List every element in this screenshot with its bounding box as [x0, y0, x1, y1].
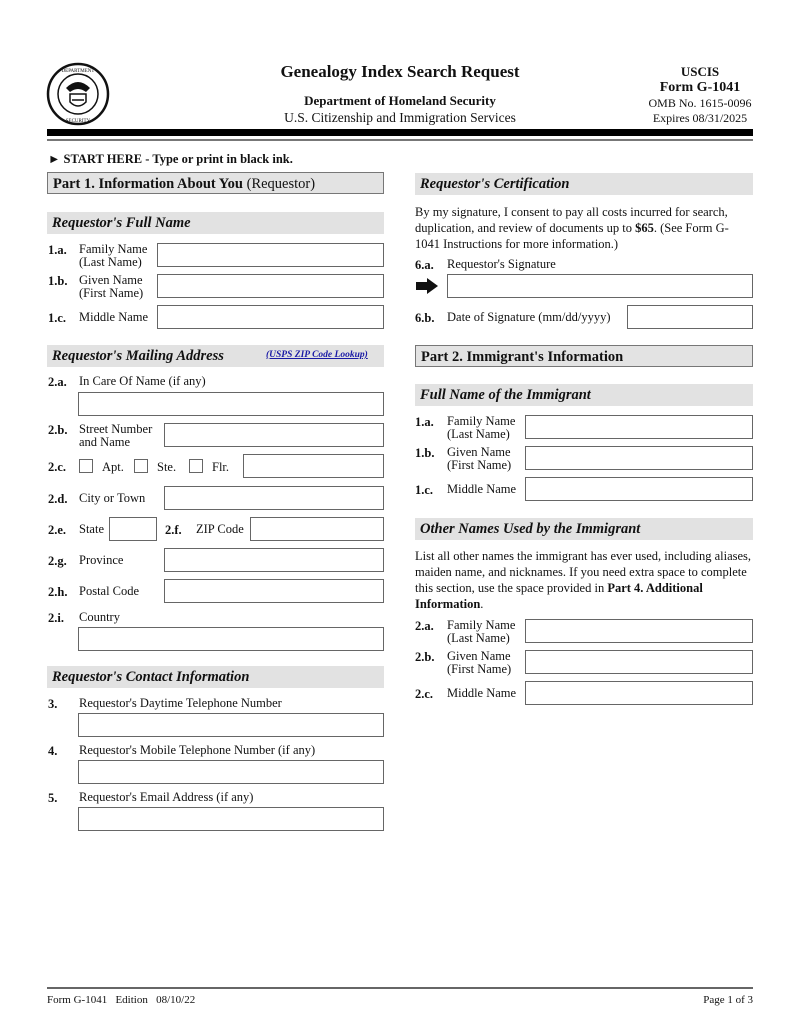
field-label: Requestor's Signature — [447, 257, 556, 271]
signature-date-input[interactable] — [627, 305, 753, 329]
item-number: 1.c. — [415, 483, 434, 497]
unit-number-input[interactable] — [243, 454, 384, 478]
item-number: 6.b. — [415, 311, 435, 325]
field-label: Middle Name — [447, 686, 517, 700]
form-number: Form G-1041 — [659, 80, 741, 95]
field-label: Family Name (Last Name) — [79, 242, 148, 269]
daytime-phone-input[interactable] — [78, 713, 384, 737]
immigrant-middle-name-input[interactable] — [525, 477, 753, 501]
flr-label: Flr. — [212, 460, 230, 474]
street-number-name-input[interactable] — [164, 423, 384, 447]
footer-rule — [47, 987, 753, 989]
zip-code-input[interactable] — [250, 517, 384, 541]
section-requestor-full-name: Requestor's Full Name — [47, 212, 384, 234]
item-number: 2.i. — [48, 611, 64, 625]
field-label: Requestor's Mobile Telephone Number (if any) — [79, 743, 316, 757]
immigrant-family-name-input[interactable] — [525, 415, 753, 439]
section-requestor-mailing-address: Requestor's Mailing Address — [47, 345, 384, 367]
province-input[interactable] — [164, 548, 384, 572]
other-middle-name-input[interactable] — [525, 681, 753, 705]
field-label: Street Number and Name — [79, 422, 153, 449]
svg-text:DEPARTMENT: DEPARTMENT — [61, 69, 95, 74]
field-label: City or Town — [79, 491, 146, 505]
email-input[interactable] — [78, 807, 384, 831]
city-input[interactable] — [164, 486, 384, 510]
usps-zip-lookup-link[interactable]: (USPS ZIP Code Lookup) — [266, 350, 368, 360]
omb-number: OMB No. 1615-0096 — [648, 96, 752, 110]
field-label: State — [79, 522, 104, 536]
requestor-signature-input[interactable] — [447, 274, 753, 298]
field-label: Requestor's Email Address (if any) — [79, 790, 254, 804]
start-here-instruction: ► START HERE - Type or print in black ink. — [48, 152, 293, 166]
item-number: 2.f. — [165, 523, 182, 537]
field-label: Postal Code — [79, 584, 140, 598]
department-name: Department of Homeland Security — [304, 93, 496, 108]
field-label: Middle Name — [447, 482, 517, 496]
item-number: 2.g. — [48, 554, 67, 568]
expiration-date: Expires 08/31/2025 — [652, 111, 748, 125]
footer-edition: Form G-1041 Edition 08/10/22 — [47, 994, 196, 1006]
agency-name: U.S. Citizenship and Immigration Services — [284, 110, 516, 125]
field-label: Family Name (Last Name) — [447, 618, 516, 645]
field-label: Province — [79, 553, 124, 567]
country-input[interactable] — [78, 627, 384, 651]
certification-text: By my signature, I consent to pay all costs incurred for search, duplication, and review of documents up to $65. (See Form G-1041 Instructions for more information.) — [415, 205, 729, 251]
apt-checkbox[interactable] — [79, 459, 93, 473]
form-title: Genealogy Index Search Request — [280, 62, 520, 81]
item-number: 2.d. — [48, 492, 68, 506]
requestor-middle-name-input[interactable] — [157, 305, 384, 329]
item-number: 4. — [48, 744, 58, 758]
item-number: 1.a. — [415, 415, 434, 429]
ste-checkbox[interactable] — [134, 459, 148, 473]
section-requestor-contact-information: Requestor's Contact Information — [47, 666, 384, 688]
item-number: 2.b. — [48, 423, 68, 437]
field-label: Given Name (First Name) — [447, 445, 512, 472]
agency-short: USCIS — [680, 64, 720, 79]
immigrant-given-name-input[interactable] — [525, 446, 753, 470]
field-label: Date of Signature (mm/dd/yyyy) — [447, 310, 611, 324]
field-label: Family Name (Last Name) — [447, 414, 516, 441]
section-other-names-immigrant: Other Names Used by the Immigrant — [415, 518, 753, 540]
dhs-seal-icon — [46, 62, 110, 126]
field-label: Middle Name — [79, 310, 149, 324]
apt-label: Apt. — [102, 460, 124, 474]
item-number: 3. — [48, 697, 58, 711]
other-names-instructions: List all other names the immigrant has ever used, including aliases, maiden name, and nicknames. If you need extra space to complete this section, use the space provided in Part 4. Additional Information. — [415, 549, 752, 611]
requestor-given-name-input[interactable] — [157, 274, 384, 298]
part1-heading — [47, 172, 384, 194]
ste-label: Ste. — [157, 460, 177, 474]
item-number: 1.b. — [48, 274, 68, 288]
field-label: Given Name (First Name) — [79, 273, 144, 300]
mobile-phone-input[interactable] — [78, 760, 384, 784]
section-requestor-certification: Requestor's Certification — [415, 173, 753, 195]
item-number: 2.a. — [415, 619, 434, 633]
requestor-family-name-input[interactable] — [157, 243, 384, 267]
part1-title: Part 1. Information About You — [53, 176, 243, 192]
item-number: 6.a. — [415, 258, 434, 272]
item-number: 1.b. — [415, 446, 435, 460]
header-rule-thick — [47, 129, 753, 136]
item-number: 1.c. — [48, 311, 67, 325]
field-label: Given Name (First Name) — [447, 649, 512, 676]
field-label: Country — [79, 610, 120, 624]
part1-subtitle: (Requestor) — [243, 176, 316, 192]
header-rule-thin — [47, 139, 753, 141]
state-input[interactable] — [109, 517, 157, 541]
item-number: 2.b. — [415, 650, 435, 664]
item-number: 5. — [48, 791, 58, 805]
field-label: ZIP Code — [196, 522, 244, 536]
postal-code-input[interactable] — [164, 579, 384, 603]
other-given-name-input[interactable] — [525, 650, 753, 674]
field-label: In Care Of Name (if any) — [79, 374, 206, 388]
item-number: 2.c. — [415, 687, 434, 701]
item-number: 2.a. — [48, 375, 67, 389]
item-number: 1.a. — [48, 243, 67, 257]
in-care-of-name-input[interactable] — [78, 392, 384, 416]
svg-text:SECURITY: SECURITY — [65, 119, 91, 124]
other-family-name-input[interactable] — [525, 619, 753, 643]
flr-checkbox[interactable] — [189, 459, 203, 473]
part2-heading: Part 2. Immigrant's Information — [415, 345, 753, 367]
form-id-block — [600, 64, 800, 126]
section-full-name-immigrant: Full Name of the Immigrant — [415, 384, 753, 406]
item-number: 2.c. — [48, 460, 67, 474]
item-number: 2.h. — [48, 585, 68, 599]
item-number: 2.e. — [48, 523, 67, 537]
signature-arrow-icon — [416, 278, 438, 299]
field-label: Requestor's Daytime Telephone Number — [79, 696, 282, 710]
footer-page-number: Page 1 of 3 — [703, 994, 753, 1006]
